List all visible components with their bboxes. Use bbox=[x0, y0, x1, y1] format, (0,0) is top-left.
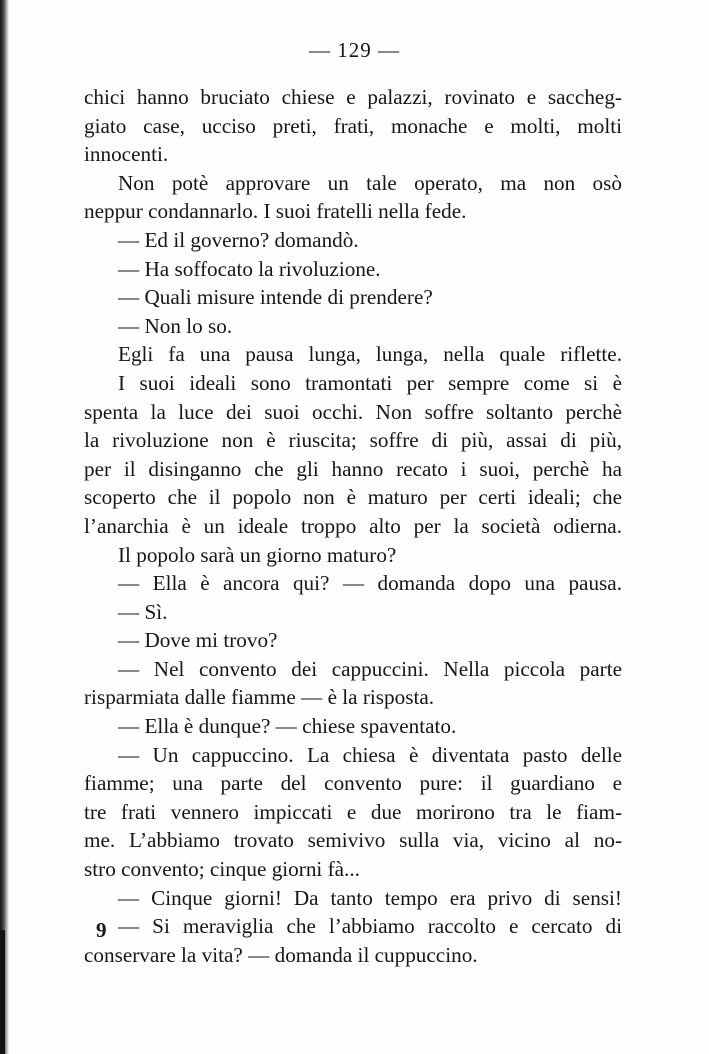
text-line: — Ella è dunque? — chiese spaventato. bbox=[118, 714, 457, 739]
text-line: innocenti. bbox=[84, 142, 169, 167]
text-line: neppur condannarlo. I suoi fratelli nella fede. bbox=[84, 199, 467, 224]
text-line: — Ella è ancora qui? — domanda dopo una pausa. bbox=[118, 571, 622, 596]
signature-mark: 9 bbox=[96, 918, 107, 942]
page-number: — 129 — bbox=[309, 38, 400, 62]
page-binding-shadow bbox=[0, 930, 5, 1054]
text-line: — Ed il governo? domandò. bbox=[118, 227, 359, 252]
text-line: l’anarchia è un ideale troppo alto per la società odierna. bbox=[84, 513, 622, 538]
text-line: per il disinganno che gli hanno recato i suoi, perchè ha bbox=[84, 456, 622, 481]
text-line: me. L’abbiamo trovato semivivo sulla via, vicino al no- bbox=[84, 828, 622, 853]
text-line: — Quali misure intende di prendere? bbox=[118, 285, 433, 310]
text-line: chici hanno bruciato chiese e palazzi, rovinato e saccheg- bbox=[84, 85, 622, 109]
text-line: — Nel convento dei cappuccini. Nella piccola parte bbox=[118, 656, 622, 681]
text-line: risparmiata dalle fiamme — è la risposta. bbox=[84, 685, 435, 710]
page-binding-edge bbox=[0, 0, 9, 1054]
text-line: la rivoluzione non è riuscita; soffre di più, assai di più, bbox=[84, 428, 622, 453]
text-line: fiamme; una parte del convento pure: il guardiano e bbox=[84, 771, 622, 796]
text-line: — Sì. bbox=[118, 599, 168, 624]
text-line: — Non lo so. bbox=[118, 313, 233, 338]
text-line: — Un cappuccino. La chiesa è diventata pasto delle bbox=[118, 742, 622, 767]
text-line: Il popolo sarà un giorno maturo? bbox=[118, 542, 397, 567]
text-line: I suoi ideali sono tramontati per sempre come si è bbox=[118, 370, 622, 395]
text-line: — Si meraviglia che l’abbiamo raccolto e cercato di bbox=[118, 914, 622, 939]
text-line: — Ha soffocato la rivoluzione. bbox=[118, 256, 381, 281]
text-line: scoperto che il popolo non è maturo per certi ideali; che bbox=[84, 485, 622, 510]
text-line: — Dove mi trovo? bbox=[118, 628, 278, 653]
text-line: tre frati vennero impiccati e due morirono tra le fiam- bbox=[84, 799, 622, 824]
text-line: Non potè approvare un tale operato, ma non osò bbox=[118, 170, 622, 195]
body-text bbox=[84, 83, 622, 969]
text-line: giato case, ucciso preti, frati, monache e molti, molti bbox=[84, 113, 622, 138]
text-line: — Cinque giorni! Da tanto tempo era privo di sensi! bbox=[118, 885, 622, 910]
text-line: stro convento; cinque giorni fà... bbox=[84, 857, 360, 882]
text-line: spenta la luce dei suoi occhi. Non soffre soltanto perchè bbox=[84, 399, 622, 424]
text-line: conservare la vita? — domanda il cuppuccino. bbox=[84, 942, 478, 967]
text-line: Egli fa una pausa lunga, lunga, nella quale riflette. bbox=[118, 342, 622, 367]
